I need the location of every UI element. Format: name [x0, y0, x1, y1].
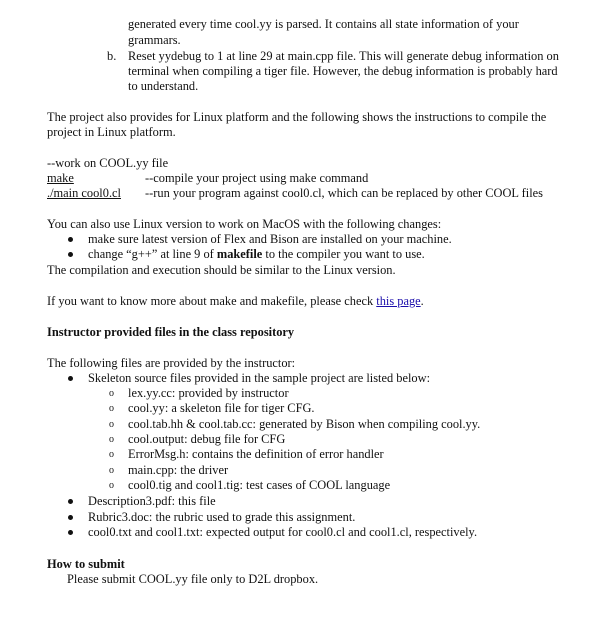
bullet-dot	[68, 237, 73, 242]
sub-marker: o	[109, 419, 114, 430]
list-item: Rubric3.doc: the rubric used to grade this assignment.	[88, 510, 356, 524]
list-item: ErrorMsg.h: contains the definition of error handler	[128, 447, 384, 461]
submit-heading: How to submit	[47, 557, 125, 571]
item-b-line-1: Reset yydebug to 1 at line 29 at main.cpp file. This will generate debug information on	[128, 49, 559, 63]
list-item: Description3.pdf: this file	[88, 494, 216, 508]
sub-marker: o	[109, 403, 114, 414]
linux-intro-line-1: The project also provides for Linux platform and the following shows the instructions to compile the	[47, 110, 547, 124]
list-item: lex.yy.cc: provided by instructor	[128, 386, 289, 400]
list-item: cool0.txt and cool1.txt: expected output for cool0.cl and cool1.cl, respectively.	[88, 525, 478, 539]
list-item: cool.output: debug file for CFG	[128, 432, 286, 446]
bullet-dot	[68, 530, 73, 535]
sub-marker: o	[109, 480, 114, 491]
item-a-line-2: grammars.	[128, 33, 181, 47]
files-intro: The following files are provided by the instructor:	[47, 356, 296, 370]
list-item: cool.yy: a skeleton file for tiger CFG.	[128, 401, 315, 415]
work-line: --work on COOL.yy file	[47, 156, 169, 170]
list-item: cool0.tig and cool1.tig: test cases of COOL language	[128, 478, 391, 492]
bullet-dot	[68, 376, 73, 381]
run-command: ./main cool0.cl	[47, 186, 121, 200]
sub-marker: o	[109, 434, 114, 445]
bullet-dot	[68, 252, 73, 257]
item-b-marker: b.	[107, 49, 117, 63]
skeleton-item: Skeleton source files provided in the sample project are listed below:	[88, 371, 431, 385]
item-b-line-2: terminal when compiling a tiger file. However, the debug information is probably hard	[128, 64, 558, 78]
sub-marker: o	[109, 449, 114, 460]
macos-bullet-2-pre: change “g++” at line 9 of	[88, 247, 217, 261]
make-description: --compile your project using make command	[145, 171, 369, 185]
sub-marker: o	[109, 388, 114, 399]
this-page-link[interactable]: this page	[376, 294, 421, 308]
macos-bullet-2	[88, 247, 425, 262]
item-a-line-1: generated every time cool.yy is parsed. It contains all state information of your	[128, 17, 519, 31]
more-info-text: If you want to know more about make and makefile, please check	[47, 294, 377, 308]
sub-marker: o	[109, 465, 114, 476]
bullet-dot	[68, 499, 73, 504]
list-item: main.cpp: the driver	[128, 463, 229, 477]
makefile-bold: makefile	[216, 247, 263, 261]
make-command: make	[47, 171, 74, 185]
item-b-line-3: to understand.	[128, 79, 199, 93]
more-info-end: .	[420, 294, 424, 308]
run-description: --run your program against cool0.cl, which can be replaced by other COOL files	[145, 186, 543, 200]
list-item: cool.tab.hh & cool.tab.cc: generated by Bison when compiling cool.yy.	[128, 417, 481, 431]
macos-closing: The compilation and execution should be similar to the Linux version.	[47, 263, 396, 277]
files-heading: Instructor provided files in the class repository	[47, 325, 295, 339]
macos-bullet-1: make sure latest version of Flex and Bison are installed on your machine.	[88, 232, 452, 246]
submit-text: Please submit COOL.yy file only to D2L dropbox.	[67, 572, 319, 586]
macos-intro: You can also use Linux version to work on MacOS with the following changes:	[47, 217, 442, 231]
more-info-line	[47, 294, 424, 309]
macos-bullet-2-post: to the compiler you want to use.	[262, 247, 425, 261]
linux-intro-line-2: project in Linux platform.	[47, 125, 176, 139]
bullet-dot	[68, 515, 73, 520]
